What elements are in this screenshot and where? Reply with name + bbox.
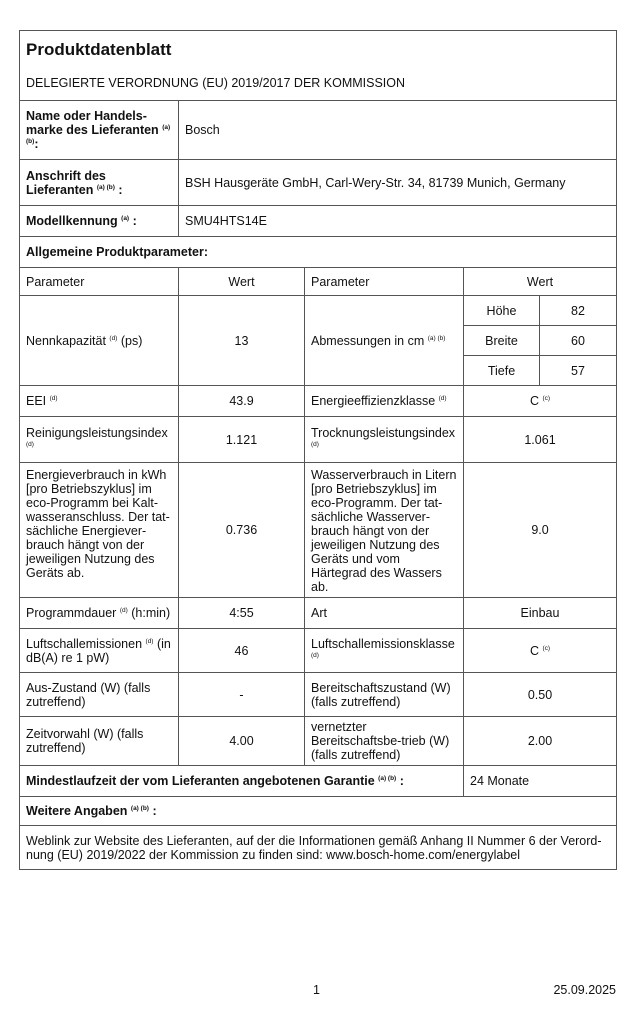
capacity-label: Nennkapazität $^{(d)}$ (ps)	[20, 296, 179, 386]
col-header-value: Wert	[179, 268, 305, 296]
program-duration-value: 4:55	[179, 598, 305, 629]
col-header-value-2: Wert	[464, 268, 617, 296]
general-parameters-header: Allgemeine Produktparameter:	[20, 237, 617, 268]
energy-consumption-label: Energieverbrauch in kWh [pro Betriebszyklus] im eco-Programm bei Kalt-wasseranschluss. Der tat-sächliche Energiever-brauch hängt von der jeweiligen Nutzung des Geräts ab.	[20, 463, 179, 598]
energy-consumption-value: 0.736	[179, 463, 305, 598]
standby-label: Bereitschaftszustand (W) (falls zutreffend)	[305, 673, 464, 717]
type-value: Einbau	[464, 598, 617, 629]
page-title: Produktdatenblatt	[20, 31, 617, 67]
noise-class-value: C $^{(c)}$	[464, 629, 617, 673]
footer-date: 25.09.2025	[553, 983, 616, 997]
off-mode-value: -	[179, 673, 305, 717]
col-header-parameter: Parameter	[20, 268, 179, 296]
width-label: Breite	[464, 326, 540, 356]
width-value: 60	[540, 326, 617, 356]
product-data-sheet	[19, 30, 616, 870]
dimensions-label: Abmessungen in cm $^{(a) (b)}$	[305, 296, 464, 386]
model-label: Modellkennung $^{(a)}$ :	[20, 206, 179, 237]
further-info-text: Weblink zur Website des Lieferanten, auf der die Informationen gemäß Anhang II Nummer 6 der Verord-nung (EU) 2019/2022 der Kommission zu finden sind: www.bosch-home.com/energylabel	[20, 826, 617, 870]
standby-value: 0.50	[464, 673, 617, 717]
cleaning-index-label: Reinigungsleistungsindex $^{(d)}$	[20, 417, 179, 463]
type-label: Art	[305, 598, 464, 629]
model-value: SMU4HTS14E	[179, 206, 617, 237]
guarantee-label: Mindestlaufzeit der vom Lieferanten angebotenen Garantie $^{(a) (b)}$ :	[20, 766, 464, 797]
cleaning-index-value: 1.121	[179, 417, 305, 463]
height-value: 82	[540, 296, 617, 326]
capacity-value: 13	[179, 296, 305, 386]
depth-label: Tiefe	[464, 356, 540, 386]
guarantee-value: 24 Monate	[464, 766, 617, 797]
delay-start-value: 4.00	[179, 717, 305, 766]
supplier-name-label: Name oder Handels-marke des Lieferanten $^{(a) (b)}$:	[20, 101, 179, 160]
depth-value: 57	[540, 356, 617, 386]
program-duration-label: Programmdauer $^{(d)}$ (h:min)	[20, 598, 179, 629]
page-number: 1	[313, 983, 320, 997]
noise-emission-label: Luftschallemissionen $^{(d)}$ (in dB(A) re 1 pW)	[20, 629, 179, 673]
delay-start-label: Zeitvorwahl (W) (falls zutreffend)	[20, 717, 179, 766]
off-mode-label: Aus-Zustand (W) (falls zutreffend)	[20, 673, 179, 717]
eei-value: 43.9	[179, 386, 305, 417]
height-label: Höhe	[464, 296, 540, 326]
data-table	[19, 30, 617, 870]
eei-label: EEI $^{(d)}$	[20, 386, 179, 417]
noise-class-label: Luftschallemissionsklasse $^{(d)}$	[305, 629, 464, 673]
energy-class-label: Energieeffizienzklasse $^{(d)}$	[305, 386, 464, 417]
supplier-address-label: Anschrift des Lieferanten $^{(a) (b)}$ :	[20, 160, 179, 206]
supplier-address-value: BSH Hausgeräte GmbH, Carl-Wery-Str. 34, 81739 Munich, Germany	[179, 160, 617, 206]
water-consumption-label: Wasserverbrauch in Litern [pro Betriebszyklus] im eco-Programm. Der tat-sächliche Wasserver-brauch hängt von der jeweiligen Nutzung des Geräts und vom Härtegrad des Wassers ab.	[305, 463, 464, 598]
drying-index-label: Trocknungsleistungsindex $^{(d)}$	[305, 417, 464, 463]
energy-class-value: C $^{(c)}$	[464, 386, 617, 417]
noise-emission-value: 46	[179, 629, 305, 673]
regulation-subtitle: DELEGIERTE VERORDNUNG (EU) 2019/2017 DER KOMMISSION	[20, 66, 617, 101]
water-consumption-value: 9.0	[464, 463, 617, 598]
supplier-name-value: Bosch	[179, 101, 617, 160]
networked-standby-value: 2.00	[464, 717, 617, 766]
col-header-parameter-2: Parameter	[305, 268, 464, 296]
networked-standby-label: vernetzter Bereitschaftsbe-trieb (W) (falls zutreffend)	[305, 717, 464, 766]
drying-index-value: 1.061	[464, 417, 617, 463]
further-info-label: Weitere Angaben $^{(a) (b)}$ :	[20, 797, 617, 826]
